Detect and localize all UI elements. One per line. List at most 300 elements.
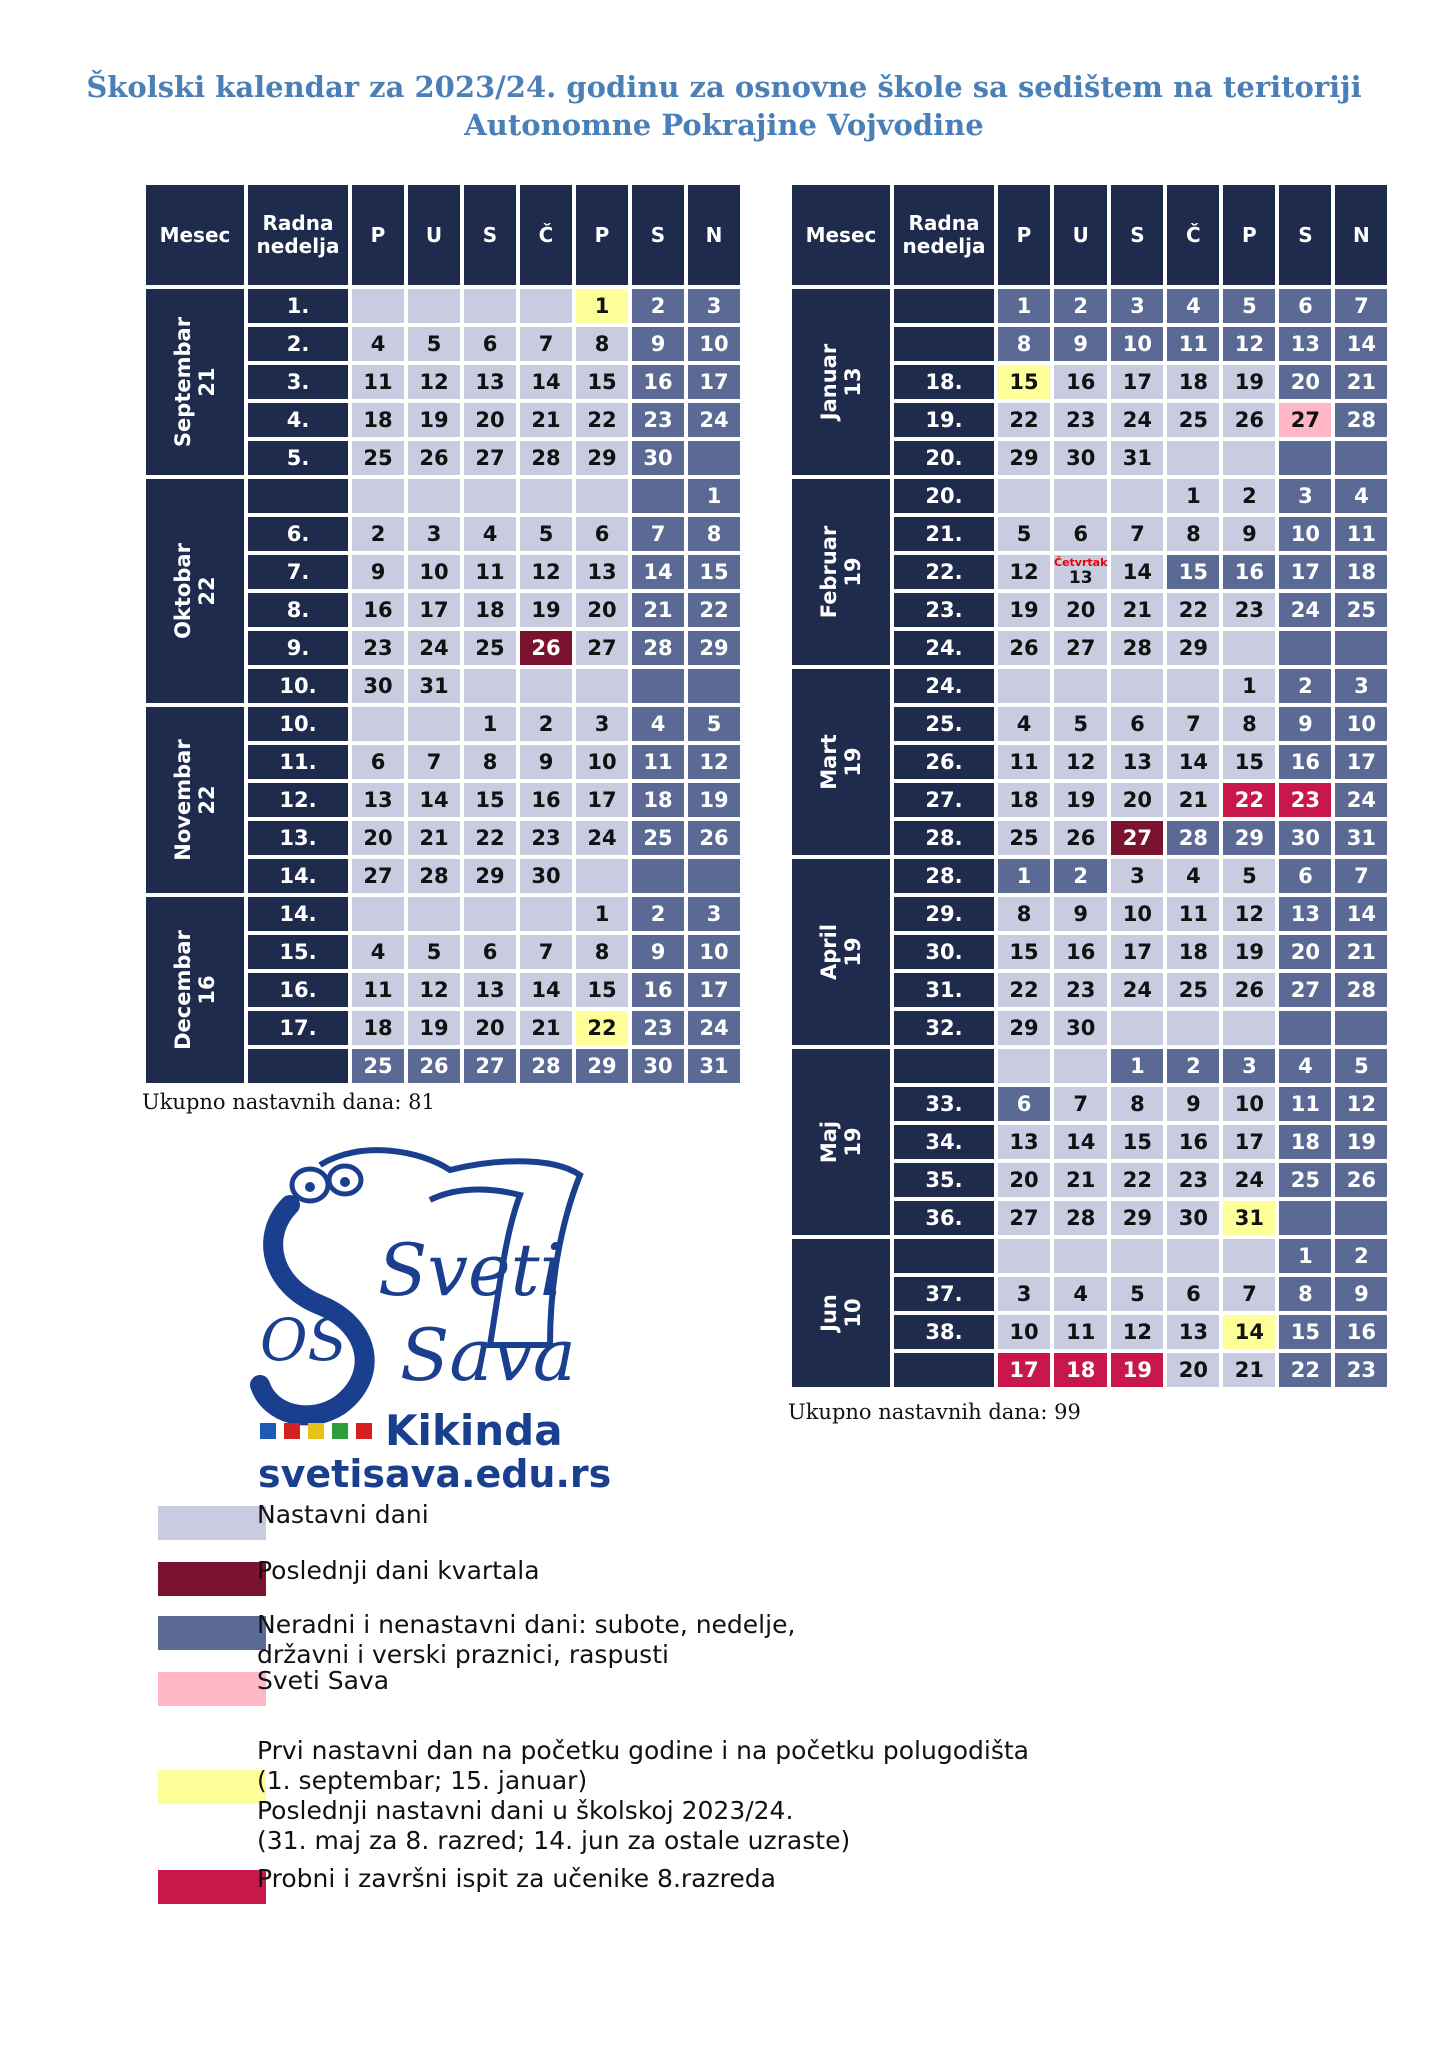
- day-cell: 7: [1335, 859, 1387, 893]
- logo-word-sava: Sava: [400, 1313, 576, 1397]
- header-6: P: [576, 185, 628, 285]
- day-cell: 25: [464, 631, 516, 665]
- day-cell: 16: [1223, 555, 1275, 589]
- day-cell: 2: [352, 517, 404, 551]
- day-cell: 18: [632, 783, 684, 817]
- day-cell: 10: [998, 1315, 1050, 1349]
- day-cell: 12: [1223, 897, 1275, 931]
- work-week-number: 2.: [248, 327, 348, 361]
- day-cell: 3: [408, 517, 460, 551]
- day-cell: 12: [998, 555, 1050, 589]
- day-cell: 20: [1111, 783, 1163, 817]
- work-week-number: 18.: [894, 365, 994, 399]
- day-cell: 3: [576, 707, 628, 741]
- day-cell: 12: [1223, 327, 1275, 361]
- day-cell: 27: [464, 1049, 516, 1083]
- day-cell: [1223, 631, 1275, 665]
- day-cell: 7: [520, 935, 572, 969]
- day-cell: 19: [408, 1011, 460, 1045]
- day-cell: [1223, 1011, 1275, 1045]
- day-cell: 12: [1111, 1315, 1163, 1349]
- day-cell: [1054, 1049, 1107, 1083]
- work-week-number: 5.: [248, 441, 348, 475]
- day-cell: 3: [1279, 479, 1331, 513]
- day-cell: 22: [576, 1011, 628, 1045]
- month-novembar: [146, 707, 244, 893]
- day-cell: 28: [1111, 631, 1163, 665]
- legend-line: Poslednji nastavni dani u školskoj 2023/24.: [257, 1796, 794, 1825]
- day-cell: 7: [1335, 289, 1387, 323]
- day-cell: [688, 859, 740, 893]
- day-cell: 14: [1335, 897, 1387, 931]
- day-cell: 20: [576, 593, 628, 627]
- day-cell: 3: [1111, 289, 1163, 323]
- day-cell: 4: [464, 517, 516, 551]
- month-label: [171, 543, 219, 639]
- header-row: [792, 185, 1387, 285]
- month-label: [817, 1294, 865, 1332]
- logo-colored-squares: [260, 1423, 372, 1439]
- day-cell: 2: [632, 897, 684, 931]
- day-note: Četvrtak: [1054, 556, 1108, 569]
- day-cell: 5: [1054, 707, 1107, 741]
- work-week-number: 29.: [894, 897, 994, 931]
- day-cell: 24: [576, 821, 628, 855]
- day-cell: 12: [408, 973, 460, 1007]
- legend-label: [257, 1666, 389, 1696]
- day-cell: 15: [1111, 1125, 1163, 1159]
- day-cell: [520, 289, 572, 323]
- day-cell: 11: [1167, 327, 1219, 361]
- day-cell: 17: [688, 973, 740, 1007]
- legend-label: [257, 1864, 776, 1894]
- day-cell: 1: [1223, 669, 1275, 703]
- day-cell: 11: [1335, 517, 1387, 551]
- day-cell: [688, 669, 740, 703]
- day-cell: [632, 479, 684, 513]
- day-cell: 27: [1111, 821, 1163, 855]
- day-cell: 4: [1054, 1277, 1107, 1311]
- day-cell: 15: [1167, 555, 1219, 589]
- work-week-number: 12.: [248, 783, 348, 817]
- legend-line: Probni i završni ispit za učenike 8.razreda: [257, 1864, 776, 1893]
- day-cell: 7: [1111, 517, 1163, 551]
- day-cell: 23: [1167, 1163, 1219, 1197]
- legend-swatch: [158, 1562, 266, 1596]
- day-cell: 25: [352, 1049, 404, 1083]
- day-cell: 14: [1335, 327, 1387, 361]
- work-week-number: 32.: [894, 1011, 994, 1045]
- day-cell: [520, 669, 572, 703]
- work-week-number: 7.: [248, 555, 348, 589]
- day-cell: 19: [520, 593, 572, 627]
- day-cell: 8: [688, 517, 740, 551]
- day-cell: 16: [1279, 745, 1331, 779]
- day-cell: 15: [1223, 745, 1275, 779]
- day-cell: 10: [688, 935, 740, 969]
- day-cell: 13: [1279, 327, 1331, 361]
- month-label: [171, 739, 219, 860]
- day-cell: 30: [520, 859, 572, 893]
- day-cell: 23: [1054, 403, 1107, 437]
- day-cell: [1111, 479, 1163, 513]
- month-name: Jun: [817, 1294, 841, 1332]
- day-cell: 13: [352, 783, 404, 817]
- header-8: N: [1335, 185, 1387, 285]
- calendar-table-first-semester: [142, 181, 744, 1087]
- day-cell: 1: [1167, 479, 1219, 513]
- day-cell: 4: [1167, 289, 1219, 323]
- day-cell: 24: [1223, 1163, 1275, 1197]
- day-cell: 29: [688, 631, 740, 665]
- day-cell: 10: [1111, 327, 1163, 361]
- day-cell: 27: [1279, 403, 1331, 437]
- day-cell: 1: [464, 707, 516, 741]
- day-cell: [998, 669, 1050, 703]
- day-cell: [1279, 441, 1331, 475]
- legend-line: Prvi nastavni dan na početku godine i na početku polugodišta: [257, 1736, 1029, 1765]
- day-cell: 19: [1335, 1125, 1387, 1159]
- month-name: Februar: [817, 525, 841, 619]
- calendar-row: [792, 1049, 1387, 1083]
- month-decembar: [146, 897, 244, 1083]
- day-cell: 17: [1335, 745, 1387, 779]
- day-cell: [408, 707, 460, 741]
- day-cell: 15: [576, 973, 628, 1007]
- day-cell: 3: [1335, 669, 1387, 703]
- day-cell: 9: [352, 555, 404, 589]
- day-cell: 31: [1223, 1201, 1275, 1235]
- day-cell: 26: [1335, 1163, 1387, 1197]
- calendar-row: [792, 479, 1387, 513]
- day-cell: 1: [576, 289, 628, 323]
- day-cell: [1335, 441, 1387, 475]
- work-week-number: 9.: [248, 631, 348, 665]
- header-1: Radna nedelja: [248, 185, 348, 285]
- day-cell: 4: [1335, 479, 1387, 513]
- day-cell: 9: [520, 745, 572, 779]
- day-cell: [520, 897, 572, 931]
- day-cell: [408, 289, 460, 323]
- work-week-number: 19.: [894, 403, 994, 437]
- day-cell: 11: [998, 745, 1050, 779]
- legend-line: (31. maj za 8. razred; 14. jun za ostale uzraste): [257, 1826, 851, 1855]
- day-cell: 20: [1167, 1353, 1219, 1387]
- day-cell: 1: [998, 289, 1050, 323]
- day-cell: 10: [576, 745, 628, 779]
- day-cell: 4: [352, 327, 404, 361]
- day-cell: [1111, 669, 1163, 703]
- day-cell: [352, 897, 404, 931]
- work-week-number: 23.: [894, 593, 994, 627]
- day-cell: 7: [1054, 1087, 1107, 1121]
- day-cell: 24: [408, 631, 460, 665]
- day-cell: 19: [408, 403, 460, 437]
- day-cell: [1054, 1239, 1107, 1273]
- month-mart: [792, 669, 890, 855]
- day-cell: 24: [688, 403, 740, 437]
- day-cell: [576, 859, 628, 893]
- day-cell: 16: [632, 365, 684, 399]
- work-week-number: 26.: [894, 745, 994, 779]
- header-7: S: [1279, 185, 1331, 285]
- day-cell: 8: [576, 935, 628, 969]
- day-cell: 15: [1279, 1315, 1331, 1349]
- day-cell: [1054, 479, 1107, 513]
- day-cell: 31: [1111, 441, 1163, 475]
- day-cell: 23: [352, 631, 404, 665]
- day-cell: 31: [688, 1049, 740, 1083]
- work-week-number: [894, 1239, 994, 1273]
- day-cell: 9: [1054, 897, 1107, 931]
- day-cell: 17: [1279, 555, 1331, 589]
- calendar-row: [792, 669, 1387, 703]
- day-cell: 20: [464, 1011, 516, 1045]
- day-cell: 18: [352, 403, 404, 437]
- work-week-number: 24.: [894, 631, 994, 665]
- day-cell: 3: [998, 1277, 1050, 1311]
- day-cell: 24: [1111, 973, 1163, 1007]
- work-week-number: 28.: [894, 859, 994, 893]
- day-cell: 4: [352, 935, 404, 969]
- day-cell: 26: [408, 441, 460, 475]
- day-cell: 7: [408, 745, 460, 779]
- work-week-number: 20.: [894, 441, 994, 475]
- day-cell: [1054, 669, 1107, 703]
- logo-website: svetisava.edu.rs: [258, 1452, 612, 1495]
- day-cell: 28: [520, 1049, 572, 1083]
- day-cell: 16: [352, 593, 404, 627]
- day-cell: 8: [1167, 517, 1219, 551]
- day-cell: 23: [632, 1011, 684, 1045]
- day-cell: 4: [998, 707, 1050, 741]
- day-cell: 13: [576, 555, 628, 589]
- day-cell: [1279, 1201, 1331, 1235]
- day-cell: [1111, 1239, 1163, 1273]
- day-cell: 8: [1279, 1277, 1331, 1311]
- day-cell: [1054, 555, 1107, 589]
- day-cell: 4: [1167, 859, 1219, 893]
- month-septembar: [146, 289, 244, 475]
- day-cell: [352, 707, 404, 741]
- header-3: U: [1054, 185, 1107, 285]
- day-cell: 2: [1054, 859, 1107, 893]
- day-cell: 6: [998, 1087, 1050, 1121]
- logo-initials: OŠ: [260, 1306, 348, 1374]
- day-cell: 17: [408, 593, 460, 627]
- day-cell: 16: [520, 783, 572, 817]
- day-cell: 16: [1335, 1315, 1387, 1349]
- legend-label: [257, 1610, 795, 1670]
- day-cell: [1167, 441, 1219, 475]
- header-1: Radna nedelja: [894, 185, 994, 285]
- day-cell: 2: [1223, 479, 1275, 513]
- day-cell: 16: [632, 973, 684, 1007]
- day-cell: 3: [688, 897, 740, 931]
- day-cell: 29: [998, 441, 1050, 475]
- day-cell: 1: [688, 479, 740, 513]
- day-cell: 8: [998, 897, 1050, 931]
- day-cell: 5: [1223, 859, 1275, 893]
- work-week-number: 10.: [248, 669, 348, 703]
- work-week-number: 22.: [894, 555, 994, 589]
- legend-line: Nastavni dani: [257, 1500, 429, 1529]
- day-cell: 11: [352, 973, 404, 1007]
- day-cell: 18: [352, 1011, 404, 1045]
- day-cell: 7: [520, 327, 572, 361]
- day-cell: 18: [1167, 365, 1219, 399]
- day-cell: 21: [1054, 1163, 1107, 1197]
- legend-label: [257, 1500, 429, 1530]
- work-week-number: 24.: [894, 669, 994, 703]
- day-cell: 14: [1223, 1315, 1275, 1349]
- title-line-1: Školski kalendar za 2023/24. godinu za osnovne škole sa sedištem na teritoriji: [86, 70, 1362, 104]
- day-cell: [1167, 1239, 1219, 1273]
- month-days-count: 19: [841, 1127, 865, 1157]
- calendar-row: [792, 1239, 1387, 1273]
- day-cell: 9: [1335, 1277, 1387, 1311]
- day-cell: 26: [998, 631, 1050, 665]
- day-cell: 27: [1054, 631, 1107, 665]
- day-cell: 9: [632, 327, 684, 361]
- day-cell: 22: [1111, 1163, 1163, 1197]
- day-cell: 18: [1335, 555, 1387, 589]
- day-cell: 23: [1335, 1353, 1387, 1387]
- calendar-row: [792, 289, 1387, 323]
- day-cell: 22: [1279, 1353, 1331, 1387]
- month-days-count: 10: [841, 1298, 865, 1328]
- calendar-row: [146, 479, 740, 513]
- total-teaching-days-first: Ukupno nastavnih dana: 81: [142, 1090, 435, 1114]
- day-cell: [576, 669, 628, 703]
- day-cell: 6: [352, 745, 404, 779]
- day-cell: 28: [1167, 821, 1219, 855]
- total-teaching-days-second: Ukupno nastavnih dana: 99: [788, 1400, 1081, 1424]
- calendar-row: [146, 289, 740, 323]
- day-cell: [632, 669, 684, 703]
- day-cell: 9: [1054, 327, 1107, 361]
- day-cell: 25: [1167, 973, 1219, 1007]
- day-cell: 2: [1279, 669, 1331, 703]
- day-cell: 10: [408, 555, 460, 589]
- day-cell: 12: [1054, 745, 1107, 779]
- day-cell: [1111, 1011, 1163, 1045]
- work-week-number: 10.: [248, 707, 348, 741]
- month-name: Novembar: [171, 739, 195, 861]
- work-week-number: 6.: [248, 517, 348, 551]
- day-cell: 16: [1054, 935, 1107, 969]
- day-cell: 10: [1111, 897, 1163, 931]
- day-cell: 17: [688, 365, 740, 399]
- legend-line: državni i verski praznici, raspusti: [257, 1640, 669, 1669]
- day-cell: 8: [1111, 1087, 1163, 1121]
- day-cell: 8: [1223, 707, 1275, 741]
- day-cell: 26: [1054, 821, 1107, 855]
- day-cell: 4: [1279, 1049, 1331, 1083]
- logo-city: Kikinda: [385, 1406, 563, 1455]
- day-cell: 14: [1111, 555, 1163, 589]
- day-cell: 26: [520, 631, 572, 665]
- day-cell: 18: [998, 783, 1050, 817]
- day-cell: 25: [1335, 593, 1387, 627]
- day-cell: 5: [408, 935, 460, 969]
- day-cell: 30: [1054, 441, 1107, 475]
- month-name: Oktobar: [171, 543, 195, 639]
- work-week-number: 13.: [248, 821, 348, 855]
- day-cell: 12: [520, 555, 572, 589]
- header-4: S: [1111, 185, 1163, 285]
- day-cell: 16: [1054, 365, 1107, 399]
- day-cell: 17: [998, 1353, 1050, 1387]
- day-cell: 22: [576, 403, 628, 437]
- day-cell: 7: [1223, 1277, 1275, 1311]
- legend-line: (1. septembar; 15. januar): [257, 1766, 588, 1795]
- day-cell: [464, 669, 516, 703]
- logo-word-sveti: Sveti: [378, 1228, 563, 1312]
- day-cell: 26: [408, 1049, 460, 1083]
- legend-label: [257, 1556, 540, 1586]
- day-cell: 22: [464, 821, 516, 855]
- day-cell: 21: [1223, 1353, 1275, 1387]
- header-3: U: [408, 185, 460, 285]
- work-week-number: 28.: [894, 821, 994, 855]
- day-cell: 5: [688, 707, 740, 741]
- day-cell: [1167, 1011, 1219, 1045]
- month-label: [817, 924, 865, 980]
- day-cell: 11: [632, 745, 684, 779]
- day-cell: 25: [352, 441, 404, 475]
- day-cell: 12: [408, 365, 460, 399]
- work-week-number: 4.: [248, 403, 348, 437]
- day-cell: 21: [1335, 935, 1387, 969]
- day-cell: 17: [1111, 365, 1163, 399]
- day-cell: 24: [1335, 783, 1387, 817]
- month-oktobar: [146, 479, 244, 703]
- day-cell: [1279, 1011, 1331, 1045]
- work-week-number: 35.: [894, 1163, 994, 1197]
- day-cell: 23: [1279, 783, 1331, 817]
- work-week-number: [894, 1353, 994, 1387]
- header-5: Č: [1167, 185, 1219, 285]
- day-cell: [352, 479, 404, 513]
- work-week-number: 16.: [248, 973, 348, 1007]
- day-cell: 1: [998, 859, 1050, 893]
- month-name: April: [817, 923, 841, 981]
- day-cell: 30: [1054, 1011, 1107, 1045]
- work-week-number: 14.: [248, 859, 348, 893]
- month-days-count: 21: [195, 367, 219, 397]
- day-cell: 6: [464, 935, 516, 969]
- day-cell: 12: [1335, 1087, 1387, 1121]
- work-week-number: 37.: [894, 1277, 994, 1311]
- day-cell: 21: [632, 593, 684, 627]
- day-cell: [464, 289, 516, 323]
- work-week-number: 38.: [894, 1315, 994, 1349]
- month-name: Maj: [817, 1120, 841, 1164]
- month-label: [817, 1121, 865, 1163]
- day-cell: 1: [576, 897, 628, 931]
- day-cell: 8: [464, 745, 516, 779]
- header-2: P: [998, 185, 1050, 285]
- month-days-count: 16: [195, 975, 219, 1005]
- day-cell: 10: [1279, 517, 1331, 551]
- month-maj: [792, 1049, 890, 1235]
- day-cell: 22: [1167, 593, 1219, 627]
- day-cell: [998, 479, 1050, 513]
- day-cell: 19: [1223, 365, 1275, 399]
- work-week-number: 17.: [248, 1011, 348, 1045]
- work-week-number: 11.: [248, 745, 348, 779]
